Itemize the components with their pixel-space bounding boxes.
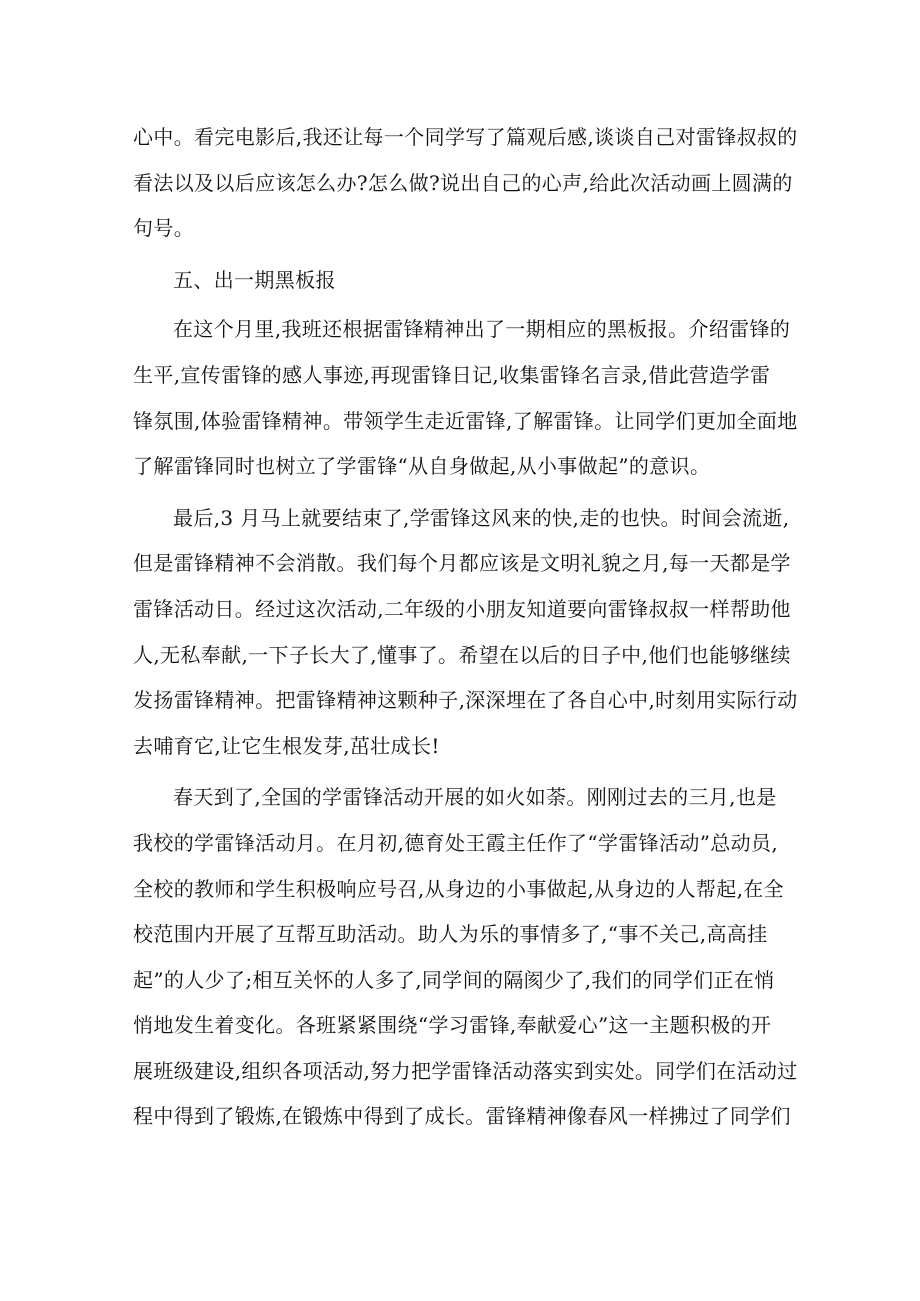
text-line: 悄地发生着变化。各班紧紧围绕“学习雷锋,奉献爱心”这一主题积极的开 xyxy=(133,1013,772,1038)
text-line: 发扬雷锋精神。把雷锋精神这颗种子,深深埋在了各自心中,时刻用实际行动 xyxy=(133,688,798,713)
paragraph-spring-activity xyxy=(133,775,798,1140)
paragraph-film-reflection xyxy=(133,115,798,252)
text-line: 心中。看完电影后,我还让每一个同学写了篇观后感,谈谈自己对雷锋叔叔的 xyxy=(133,125,798,149)
document-body xyxy=(133,115,798,1140)
text-line: 雷锋活动日。经过这次活动,二年级的小朋友知道要向雷锋叔叔一样帮助他 xyxy=(133,596,791,621)
text-line: 去哺育它,让它生根发芽,茁壮成长! xyxy=(133,733,440,758)
text-line: 生平,宣传雷锋的感人事迹,再现雷锋日记,收集雷锋名言录,借此营造学雷 xyxy=(133,362,771,387)
heading-text: 五、出一期黑板报 xyxy=(173,267,336,292)
text-line: 最后,3 月马上就要结束了,学雷锋这风来的快,走的也快。时间会流逝, xyxy=(173,505,790,530)
text-line: 在这个月里,我班还根据雷锋精神出了一期相应的黑板报。介绍雷锋的 xyxy=(173,317,791,342)
text-line: 看法以及以后应该怎么办?怎么做?说出自己的心声,给此次活动画上圆满的 xyxy=(133,170,793,195)
text-line: 句号。 xyxy=(133,216,195,241)
text-line: 校范围内开展了互帮互助活动。助人为乐的事情多了,“事不关己,高高挂 xyxy=(133,922,768,947)
paragraph-conclusion xyxy=(133,496,798,770)
text-line: 起”的人少了;相互关怀的人多了,同学间的隔阂少了,我们的同学们正在悄 xyxy=(133,967,775,992)
text-line: 了解雷锋同时也树立了学雷锋“从自身做起,从小事做起”的意识。 xyxy=(133,454,711,479)
text-line: 我校的学雷锋活动月。在月初,德育处王霞主任作了“学雷锋活动”总动员, xyxy=(133,830,779,855)
section-heading-blackboard xyxy=(133,258,793,304)
text-line: 锋氛围,体验雷锋精神。带领学生走近雷锋,了解雷锋。让同学们更加全面地 xyxy=(133,408,798,433)
text-line: 但是雷锋精神不会消散。我们每个月都应该是文明礼貌之月,每一天都是学 xyxy=(133,551,791,576)
paragraph-blackboard-report xyxy=(133,307,798,489)
text-line: 程中得到了锻炼,在锻炼中得到了成长。雷锋精神像春风一样拂过了同学们 xyxy=(133,1104,791,1129)
text-line: 人,无私奉献,一下子长大了,懂事了。希望在以后的日子中,他们也能够继续 xyxy=(133,642,791,667)
text-line: 展班级建设,组织各项活动,努力把学雷锋活动落实到实处。同学们在活动过 xyxy=(133,1058,798,1083)
text-line: 全校的教师和学生积极响应号召,从身边的小事做起,从身边的人帮起,在全 xyxy=(133,876,784,901)
text-line: 春天到了,全国的学雷锋活动开展的如火如荼。刚刚过去的三月,也是 xyxy=(173,785,777,810)
